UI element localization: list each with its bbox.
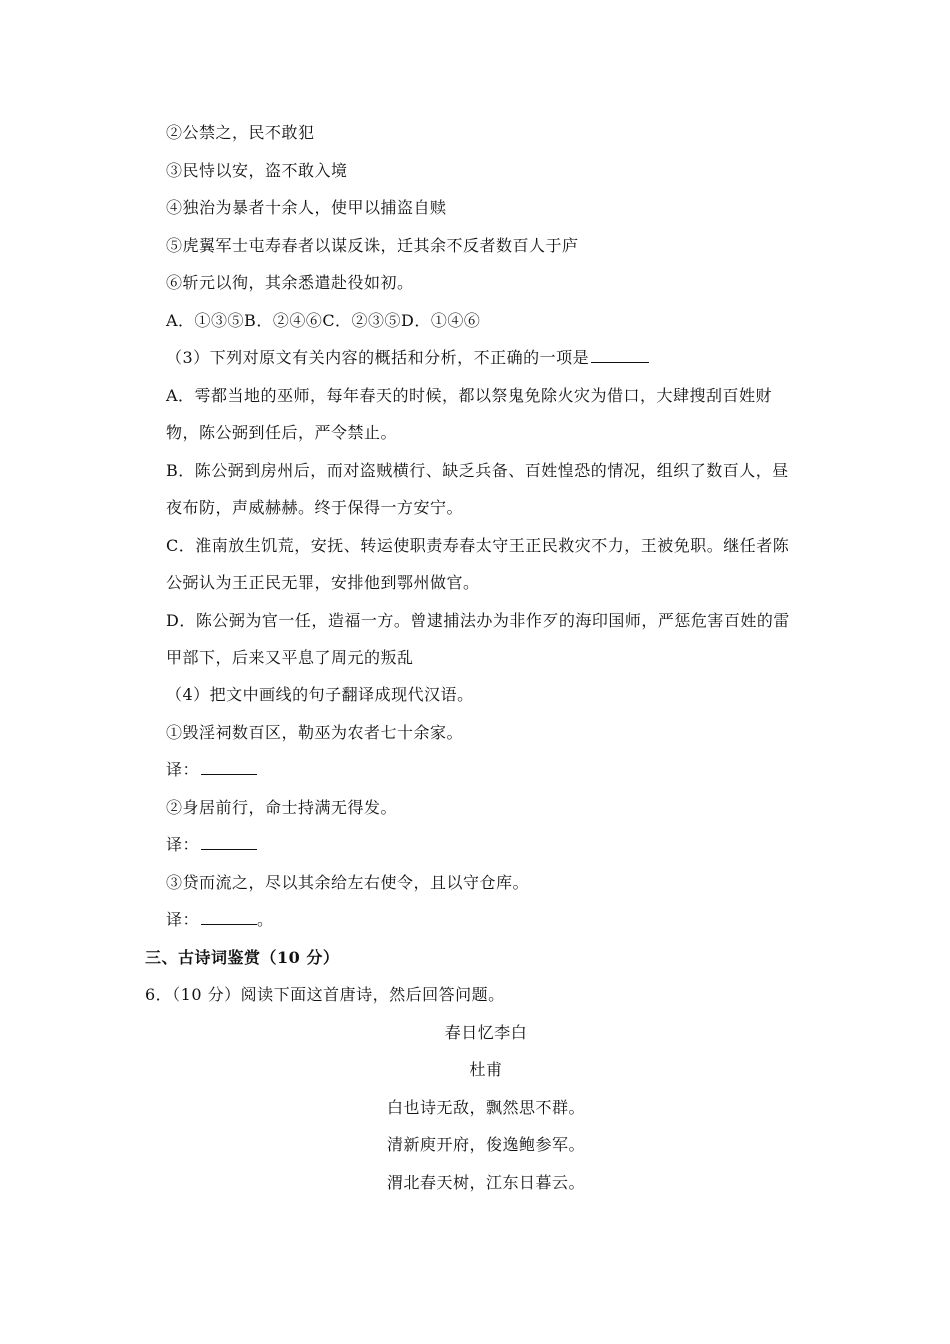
poem-title: 春日忆李白 [444,1023,528,1042]
option-c-line1: C．淮南放生饥荒，安抚、转运使职责寿春太守王正民救灾不力，王被免职。继任者陈 [166,536,790,555]
translate-answer-2: 译： [166,834,257,856]
section-heading: 三、古诗词鉴赏（10 分） [145,948,340,967]
answer-blank[interactable] [201,759,257,775]
choice-item-3: ③民恃以安，盗不敢入境 [166,161,348,180]
option-a-line2: 物，陈公弼到任后，严令禁止。 [166,423,398,442]
choice-item-6: ⑥斩元以徇，其余悉遣赴役如初。 [166,273,414,292]
question-4-prompt: （4）把文中画线的句子翻译成现代汉语。 [166,685,474,704]
answer-blank[interactable] [201,834,257,850]
poem-author: 杜甫 [469,1060,503,1079]
option-b-line1: B．陈公弼到房州后，而对盗贼横行、缺乏兵备、百姓惶恐的情况，组织了数百人，昼 [166,461,789,480]
translate-sentence-1: ①毁淫祠数百区，勒巫为农者七十余家。 [166,723,464,742]
option-d-line1: D．陈公弼为官一任，造福一方。曾逮捕法办为非作歹的海印国师，严惩危害百姓的雷 [166,611,790,630]
choice-item-4: ④独治为暴者十余人，使甲以捕盗自赎 [166,198,447,217]
option-a-line1: A．雩都当地的巫师，每年春天的时候，都以祭鬼免除火灾为借口，大肆搜刮百姓财 [166,386,773,405]
option-b-line2: 夜布防，声威赫赫。终于保得一方安宁。 [166,498,464,517]
question-3-prompt: （3）下列对原文有关内容的概括和分析，不正确的一项是 [166,347,649,369]
translate-sentence-3: ③贷而流之，尽以其余给左右使令，且以守仓库。 [166,873,530,892]
poem-line: 清新庾开府，俊逸鲍参军。 [386,1135,586,1154]
translate-answer-3: 译： 。 [166,910,274,929]
option-d-line2: 甲部下，后来又平息了周元的叛乱 [166,648,414,667]
option-c-line2: 公弼认为王正民无罪，安排他到鄂州做官。 [166,573,480,592]
answer-blank[interactable] [591,347,649,363]
translate-sentence-2: ②身居前行，命士持满无得发。 [166,798,398,817]
poem-line: 白也诗无敌，飘然思不群。 [386,1098,586,1117]
choice-item-2: ②公禁之，民不敢犯 [166,123,315,142]
answer-options: A．①③⑤B．②④⑥C．②③⑤D．①④⑥ [166,311,481,330]
translate-answer-1: 译： [166,759,257,781]
answer-blank[interactable] [201,909,257,925]
poem-line: 渭北春天树，江东日暮云。 [386,1173,586,1192]
question-6-prompt: 6．（10 分）阅读下面这首唐诗，然后回答问题。 [145,985,505,1004]
choice-item-5: ⑤虎翼军士屯寿春者以谋反诛，迁其余不反者数百人于庐 [166,236,579,255]
